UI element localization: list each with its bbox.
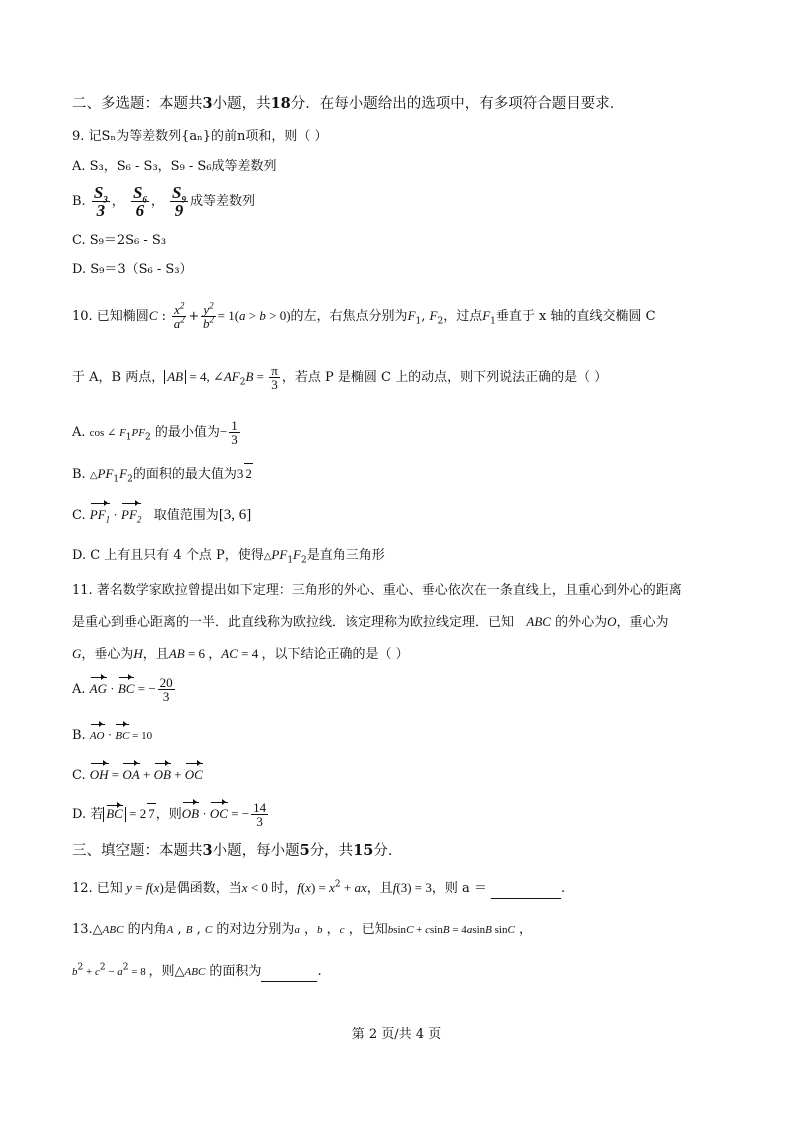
fraction-s6-over-6: $\frac{S_6}{6}$ [132, 183, 147, 220]
question-10-option-a: A. cos ∠ $F_1PF_2$ 的最小值为− $\frac{1}{3}$ [72, 418, 238, 447]
question-9-option-c: C. S₉＝2S₆ - S₃ [72, 233, 167, 248]
fraction-s9-over-9: $\frac{S_9}{9}$ [172, 183, 187, 220]
section-heading-fill-in: 三、填空题：本题共3小题，每小题5分，共15分． [72, 842, 403, 859]
answer-blank-13[interactable] [261, 981, 317, 982]
question-9-option-b: B. $\frac{S_3}{3}$ ， $\frac{S_6}{6}$ ， $\frac{S_9}{9}$ 成等差数列 [72, 183, 256, 220]
section-heading-multiple-choice: 二、多选题：本题共3小题，共18分．在每小题给出的选项中，有多项符合题目要求． [72, 95, 625, 112]
question-11-option-a: A. AG · BC = − $\frac{20}{3}$ [72, 675, 173, 704]
question-11-option-b: B. AO · BC = 10 [72, 725, 732, 746]
page-footer: 第 2 页/共 4 页 [351, 1027, 442, 1042]
question-12: 12. 已知 y = f(x)是偶函数，当x < 0 时，$f(x) = x^2$ + ax，且f(3) = 3，则 a ＝ . [72, 878, 732, 899]
question-11-option-d: D. 若 BC = 2 7，则OB · OC = − $\frac{14}{3}$ [72, 800, 267, 829]
question-11-line1: 11. 著名数学家欧拉曾提出如下定理：三角形的外心、重心、垂心依次在一条直线上，且重心到外心的距离 [72, 583, 682, 598]
question-10-option-b: B. $\triangle PF_1F_2$的面积的最大值为3 2 [72, 463, 732, 486]
question-11-option-c: C. OH = OA + OB + OC [72, 767, 203, 783]
question-10-option-c: C. $PF_1 \cdot PF_2$ 取值范围为[3, 6] [72, 507, 252, 525]
answer-blank-12[interactable] [491, 898, 561, 899]
question-10-line2: 于 A，B 两点， AB = 4, $\angle AF_2B$ = $\frac{\pi}{3}$ ，若点 P 是椭圆 C 上的动点，则下列说法正确的是（ ） [72, 363, 608, 392]
question-11-line3: G，垂心为H，且AB = 6 ，AC = 4 ，以下结论正确的是（ ） [72, 646, 409, 662]
question-13-line2: $b^2 + c^2 - a^2 = 8$ ，则△ABC 的面积为 . [72, 962, 732, 982]
fraction-s3-over-3: $\frac{S_3}{3}$ [93, 183, 108, 220]
question-11-line2: 是重心到垂心距离的一半．此直线称为欧拉线．该定理称为欧拉线定理．已知 ABC 的外心为O，重心为 [72, 614, 669, 630]
question-13-line1: 13.△ABC 的内角A , B , C 的对边分别为a ，b ，c ，已知bsinC + csinB = 4asinB sinC ， [72, 922, 532, 937]
question-10-option-d: D. C 上有且只有 4 个点 P，使得$\triangle PF_1F_2$是直角三角形 [72, 547, 385, 566]
question-10-stem: 10. 已知椭圆C : $\frac{x^2}{a^2}$ + $\frac{y^2}{b^2}$ = 1(a > b > 0)的左，右焦点分别为$F_1$, $F_2$，过点$F_1$垂直于 x 轴的直线交椭圆 C [72, 300, 656, 331]
question-9-option-a: A. S₃，S₆ - S₃，S₉ - S₆成等差数列 [72, 159, 277, 174]
question-9-stem: 9. 记Sₙ为等差数列{aₙ}的前n项和，则（ ） [72, 129, 328, 144]
question-9-option-d: D. S₉＝3（S₆ - S₃） [72, 262, 193, 277]
